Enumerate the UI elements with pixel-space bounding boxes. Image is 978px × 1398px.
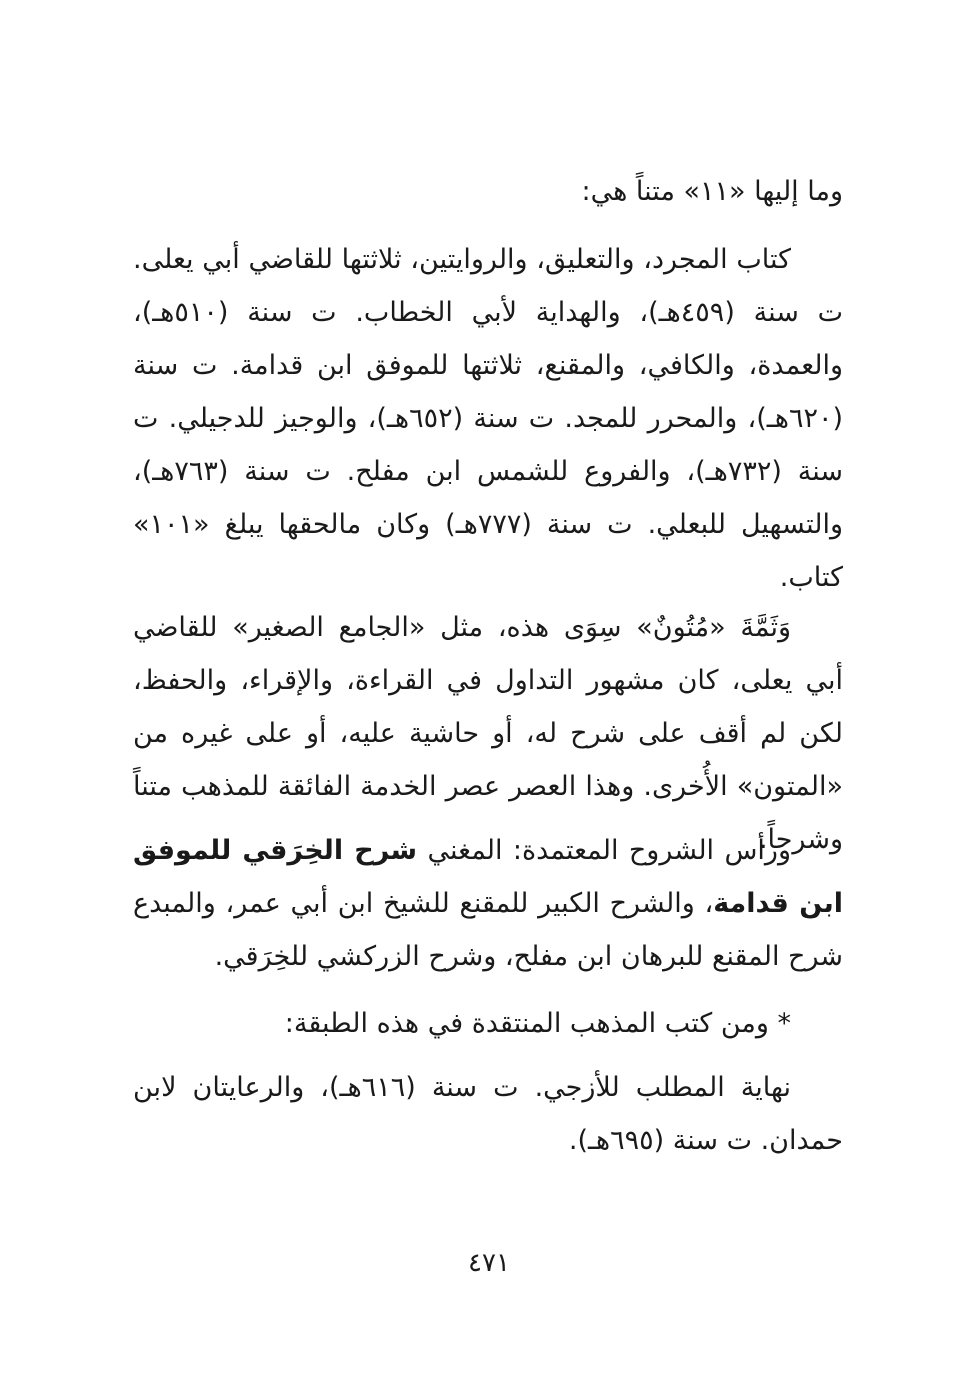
books-paragraph: كتاب المجرد، والتعليق، والروايتين، ثلاثتها للقاضي أبي يعلى. ت سنة (٤٥٩هـ)، والهداية لأبي الخطاب. ت سنة (٥١٠هـ)، والعمدة، والكافي، والمقنع، ثلاثتها للموفق ابن قدامة. ت سنة (٦٢٠هـ)، والمحرر للمجد. ت سنة (٦٥٢هـ)، والوجيز للدجيلي. ت سنة (٧٣٢هـ)، والفروع للشمس ابن مفلح. ت سنة (٧٦٣هـ)، والتسهيل للبعلي. ت سنة (٧٧٧هـ) وكان مالحقها يبلغ «١٠١» كتاب.	[133, 244, 843, 593]
shuruh-bold-title: شرح الخِرَقي للموفق ابن قدامة	[133, 835, 843, 919]
critiqued-books-paragraph: نهاية المطلب للأزجي. ت سنة (٦١٦هـ)، والرعايتان لابن حمدان. ت سنة (٦٩٥هـ).	[133, 1072, 843, 1156]
shuruh-text-end: ، والشرح الكبير للمقنع للشيخ ابن أبي عمر، والمبدع شرح المقنع للبرهان ابن مفلح، وشرح الزركشي للخِرَقي.	[133, 888, 843, 972]
intro-line: وما إليها «١١» متناً هي:	[581, 176, 843, 207]
shuruh-text-start: ورأس الشروح المعتمدة: المغني	[417, 835, 791, 866]
page-number: ٤٧١	[468, 1248, 510, 1278]
shuruh-paragraph	[133, 824, 843, 983]
critiqued-books-heading: * ومن كتب المذهب المنتقدة في هذه الطبقة:	[284, 1008, 791, 1039]
mutun-paragraph: وَثَمَّةَ «مُتُونٌ» سِوَى هذه، مثل «الجامع الصغير» للقاضي أبي يعلى، كان مشهور التداول في القراءة، والإقراء، والحفظ، لكن لم أقف على شرح له، أو حاشية عليه، أو على غيره من «المتون» الأُخرى. وهذا العصر عصر الخدمة الفائقة للمذهب متناً وشرحاً.	[133, 612, 843, 855]
